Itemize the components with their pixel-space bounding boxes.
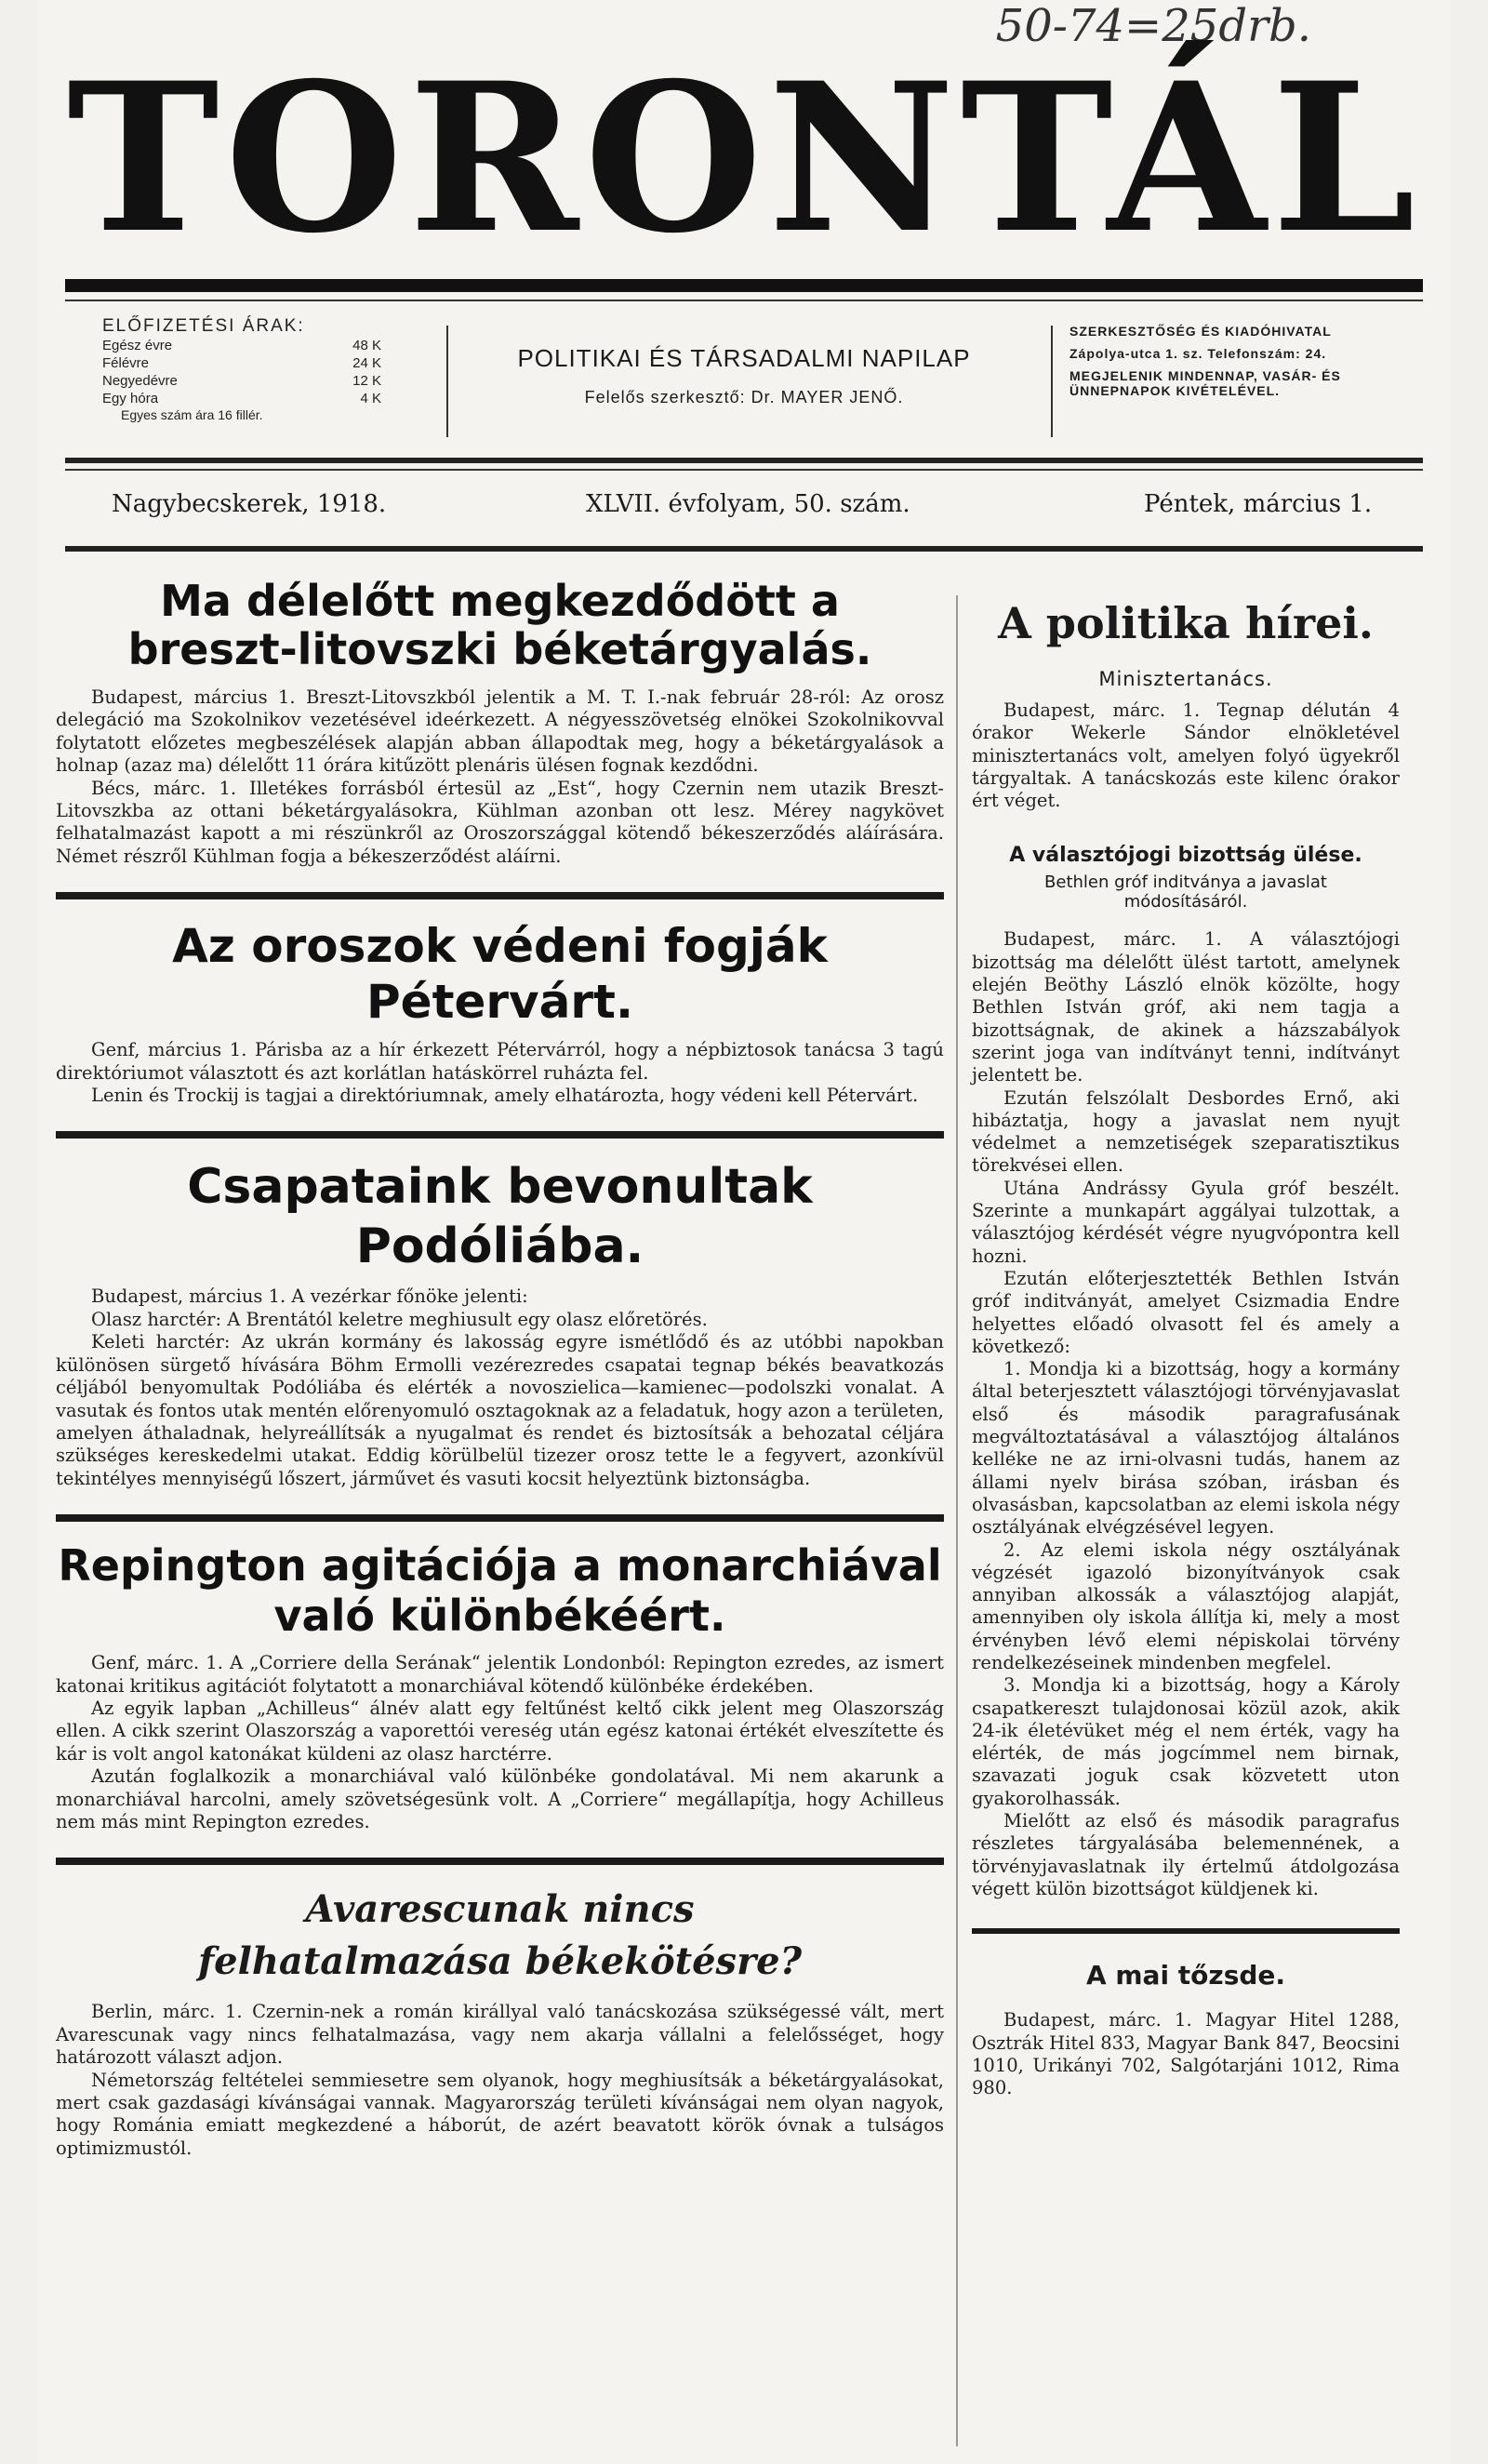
section-header: A politika hírei. [998, 598, 1374, 648]
subscription-prices [65, 316, 418, 446]
news-paragraph: Budapest, márc. 1. Magyar Hitel 1288, Osztrák Hitel 833, Magyar Bank 847, Beocsini 1010, Urikányi 702, Salgótarjáni 1012, Rima 980. [972, 2009, 1400, 2099]
news-body [972, 699, 1400, 812]
article-paragraph: Genf, március 1. Párisba az a hír érkezett Pétervárról, hogy a népbiztosok tanácsa 3 tagú direktóriumot választott és azt korlátlan hatáskörrel ruházta fel. [56, 1039, 944, 1084]
news-paragraph: Ezután felszólalt Desbordes Ernő, aki hibáztatja, hogy a javaslat nem nyujt védelmet a nemzetiségek szeparatisztikus törekvései ellen. [972, 1086, 1400, 1177]
news-subtitle: Bethlen gróf inditványa a javaslat módosításáról. [1044, 872, 1327, 912]
article-paragraph: Budapest, március 1. Breszt-Litovszkból jelentik a M. T. I.-nak február 28-ról: Az orosz delegáció ma Szokolnikov vezetésével ideérkezett. A négyesszövetség elnökei Szokolnikovval folytatott előzetes megbeszélések alapján abban állapodtak meg, hogy a béketárgyalások a holnap (azaz ma) délelőtt 11 órára kitűzött plenáris ülésen fognak kezdődni. [56, 686, 944, 777]
news-paragraph: 3. Mondja ki a bizottság, hogy a Károly csapatkereszt tulajdonosai közül azok, akik 24-ik életévüket még el nem érték, vagy ha elérték, de más jogcímmel nem birnak, szavazati joguk csak közvetett uton gyakorolhassák. [972, 1674, 1400, 1809]
article-headline: Az oroszok védeni fogják Pétervárt. [172, 919, 828, 1030]
news-title: A választójogi bizottság ülése. [1009, 844, 1362, 868]
office-address: Zápolya-utca 1. sz. Telefonszám: 24. [1070, 346, 1327, 361]
article-paragraph: Genf, márc. 1. A „Corriere della Serának“ jelentik Londonból: Repington ezredes, az ismert katonai kritikus agitációt folytatott a monarchiával kötendő különbéke érdekében. [56, 1652, 944, 1697]
editor-line: Felelős szerkesztő: Dr. MAYER JENŐ. [584, 388, 904, 406]
dateline [65, 490, 1423, 527]
article-body [56, 2001, 944, 2160]
article-paragraph: Az egyik lapban „Achilleus“ álnév alatt egy feltűnést keltő cikk jelent meg Olaszország ellen. A cikk szerint Olaszország a vaporettói vereség után egész katonai értékét elveszítette és kár is volt angol katonákat küldeni az olasz harctérre. [56, 1697, 944, 1765]
article-headline: Avarescunak nincs felhatalmazása békekötésre? [197, 1887, 803, 1984]
header-rule [65, 458, 1423, 463]
article-paragraph: Azután foglalkozik a monarchiával való különbéke gondolatával. Mi nem akarunk a monarchiával harcolni, amely szövetségesünk volt. A „Corriere“ megállapítja, hogy Achilleus nem más mint Repington ezredes. [56, 1765, 944, 1832]
header-rule-thin [65, 469, 1423, 471]
news-title: Minisztertanács. [1098, 668, 1273, 690]
prices-title: ELŐFIZETÉSI ÁRAK: [102, 316, 305, 336]
news-paragraph: Budapest, márc. 1. A választójogi bizottság ma délelőtt ülést tartott, amelynek elején Beöthy László elnök közölte, hogy Bethlen István gróf, aki nem tagja a bizottságnak, de akinek a házszabályok szerint joga van indítványt tenni, indítványt jelentett be. [972, 928, 1400, 1086]
place-year: Nagybecskerek, 1918. [112, 490, 387, 518]
article-divider [56, 1514, 944, 1522]
article-body [56, 1039, 944, 1107]
article-body [56, 1285, 944, 1490]
article-paragraph: Keleti harctér: Az ukrán kormány és lakosság egyre ismétlődő és az utóbbi napokban különösen sürgető hívására Böhm Ermolli vezérezredes csapatai tegnap békés beavatkozás céljából benyomultak Podóliába és elérték a novoszielica—kamienec—podolszki vonalat. A vasutak és fontos utak mentén előrenyomuló osztagoknak az a feladatuk, hogy azon a területen, amelyen áthaladnak, helyreállítsák a nyugalmat és rendet és biztosítsák a behozatal céljára szükséges kereskedelmi utakat. Eddig körülbelül tizezer orosz tette le a fegyvert, azonkívül tekintélyes mennyiségű lőszert, járművet és vasuti kocsit helyeztünk biztonságba. [56, 1331, 944, 1489]
publication-note: MEGJELENIK MINDENNAP, VASÁR- ÉS ÜNNEPNAPOK KIVÉTELÉVEL. [1070, 368, 1341, 398]
article-headline: Repington agitációja a monarchiával való különbékéért. [58, 1540, 942, 1642]
column-separator [956, 595, 958, 2446]
news-paragraph: Ezután előterjesztették Bethlen István gróf inditványát, amelyet Csizmadia Endre helyettes előadó olvasott fel és amely a következő: [972, 1267, 1400, 1357]
news-paragraph: Budapest, márc. 1. Tegnap délután 4 órakor Wekerle Sándor elnökletével minisztertanács volt, amelyen folyó ügyekről tárgyaltak. A tanácskozás este kilenc órakor ért véget. [972, 699, 1400, 812]
left-column [56, 577, 944, 2160]
article-headline: Csapataink bevonultak Podóliába. [187, 1159, 813, 1275]
article-paragraph: Budapest, március 1. A vezérkar főnöke jelenti: [91, 1285, 528, 1308]
masthead-rule [65, 279, 1423, 292]
article-paragraph: Berlin, márc. 1. Czernin-nek a román királlyal való tanácskozása szükségessé vált, mert Avarescunak vagy nincs felhatalmazása, vagy nem akarja vállalni a felelősséget, hogy határozott választ adjon. [56, 2001, 944, 2069]
weekday-date: Péntek, március 1. [1144, 490, 1373, 518]
paper-tagline-block [456, 316, 1032, 446]
price-row: Egész évre 48 K [102, 338, 381, 353]
office-info [1070, 316, 1423, 446]
masthead-rule-thin [65, 300, 1423, 301]
news-body [972, 928, 1400, 1900]
news-divider [972, 1928, 1400, 1934]
single-copy-price: Egyes szám ára 16 fillér. [121, 407, 263, 422]
handwritten-note: 50-74=25drb. [995, 0, 1311, 52]
article-paragraph: Lenin és Trockij is tagjai a direktóriumnak, amely elhatározta, hogy védeni kell Pétervárt. [91, 1085, 919, 1107]
header-divider [1051, 326, 1053, 437]
price-row: Egy hóra 4 K [102, 391, 381, 406]
article-body [56, 1652, 944, 1833]
news-paragraph: Utána Andrássy Gyula gróf beszélt. Szerinte a munkapárt aggályai tulzottak, a választójog kérdését végre nyugvópontra kell hozni. [972, 1177, 1400, 1267]
article-paragraph: Olasz harctér: A Brentától keletre meghiusult egy olasz előretörés. [91, 1308, 708, 1330]
price-row: Negyedévre 12 K [102, 373, 381, 389]
newspaper-page [37, 0, 1451, 2464]
article-paragraph: Bécs, márc. 1. Illetékes forrásból értesül az „Est“, hogy Czernin nem utazik Breszt-Litovszkba az ottani béketárgyalásokra, Kühlman azonban ott lesz. Mérey nagykövet felhatalmazást kapott a mi részünkről az Oroszországgal kötendő békeszerződés aláírására. Német részről Kühlman fogja a békeszerződést aláírni. [56, 777, 944, 867]
news-paragraph: Mielőtt az első és második paragrafus részletes tárgyalásába belemennének, a törvényjavaslatnak ily értelmű átdolgozása végett külön bizottságot küldjenek ki. [972, 1810, 1400, 1899]
issue-number: XLVII. évfolyam, 50. szám. [586, 490, 910, 518]
article-body [56, 686, 944, 868]
header-divider [446, 326, 448, 437]
price-row: Félévre 24 K [102, 355, 381, 371]
article-divider [56, 1858, 944, 1865]
article-divider [56, 1131, 944, 1139]
paper-tagline: POLITIKAI ÉS TÁRSADALMI NAPILAP [517, 344, 971, 372]
masthead-title: TORONTÁL [67, 37, 1421, 278]
news-title: A mai tőzsde. [1085, 1960, 1286, 1991]
article-paragraph: Németország feltételei semmiesetre sem olyanok, hogy meghiusítsák a béketárgyalásokat, mert csak gazdasági kívánságai vannak. Magyarország területi kívánságai nem olyan nagyok, hogy Románia emiatt megkezdené a háborút, de azért beavatott körök óvnak a tulságos optimizmustól. [56, 2069, 944, 2159]
article-headline: Ma délelőtt megkezdődött a breszt-litovszki béketárgyalás. [127, 576, 872, 674]
header-info [65, 316, 1423, 446]
news-paragraph: 1. Mondja ki a bizottság, hogy a kormány által beterjesztett választójogi törvényjavaslat első és második paragrafusának megváltoztatásával a választójog általános kelléke ne az irni-olvasni tudás, hanem az állami nyelv birása szóban, irásban és olvasásban, kapcsolatban az elemi iskola négy osztályának elvégzésével legyen. [972, 1358, 1400, 1538]
article-divider [56, 892, 944, 899]
news-body [972, 2009, 1400, 2099]
right-column [972, 595, 1400, 2099]
office-line: SZERKESZTŐSÉG ÉS KIADÓHIVATAL [1070, 324, 1332, 339]
dateline-rule [65, 546, 1423, 552]
news-paragraph: 2. Az elemi iskola négy osztályának végzését igazoló bizonyítványok csak annyiban alkossák a választójog alapját, amennyiben oly iskola állítja ki, mely a most érvényben lévő elemi népiskolai törvény rendelkezéseinek mindenben megfelel. [972, 1538, 1400, 1673]
